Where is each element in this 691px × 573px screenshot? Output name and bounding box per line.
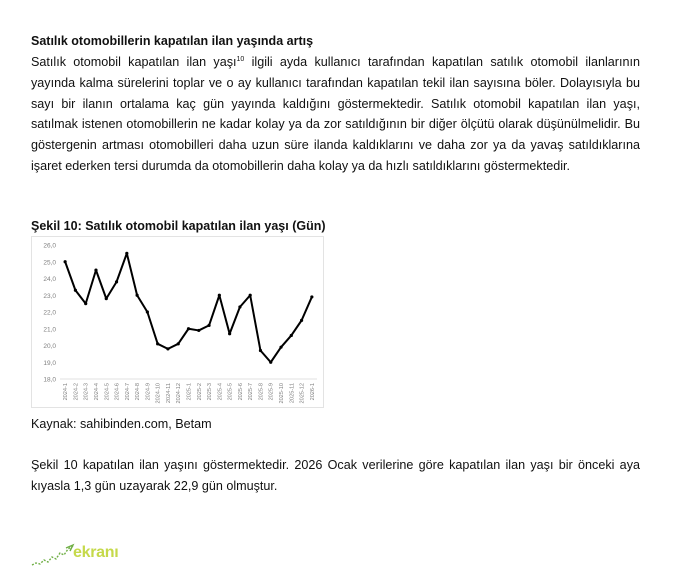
section-heading: Satılık otomobillerin kapatılan ilan yaşında artış: [31, 34, 314, 48]
x-tick-label: 2024-6: [114, 383, 121, 401]
data-point: [105, 297, 108, 300]
data-point: [207, 324, 210, 327]
intro-paragraph: [31, 52, 640, 177]
x-tick-label: 2025-8: [258, 383, 265, 401]
x-tick-label: 2025-7: [248, 383, 255, 401]
data-point: [64, 260, 67, 263]
data-point: [259, 349, 262, 352]
line-chart: [31, 236, 324, 408]
x-tick-label: 2025-5: [227, 383, 234, 401]
x-tick-label: 2025-11: [289, 383, 296, 404]
data-point: [228, 332, 231, 335]
y-tick-label: 21,0: [43, 326, 56, 334]
y-tick-label: 25,0: [43, 259, 56, 267]
x-tick-label: 2024-8: [135, 383, 142, 401]
x-tick-label: 2024-4: [93, 383, 100, 401]
y-tick-label: 24,0: [43, 276, 56, 283]
intro-text-start: Satılık otomobil kapatılan ilan yaşı: [31, 55, 237, 69]
intro-text-rest: ilgili ayda kullanıcı tarafından kapatılan satılık otomobil ilanlarının yayında kalma sürelerini toplar ve o ay kullanıcı tarafından kapatılan tekil ilan sayısına böler. Dolayısıyla bu sayı bir ilanın ortalama kaç gün yayında kaldığını göstermektedir. Satılık otomobil kapatılan ilan yaşı, satılmak istenen otomobillerin ne kadar kolay ya da zor satıldığının bir diğer ölçütü olarak düşünülmelidir. Bu göstergenin artması otomobilleri daha uzun süre ilanda kaldıklarını ve daha zor ya da yavaş satıldıklarına işaret ederken tersi durumda da otomobillerin daha kolay ya da hızlı satıldıklarını göstermektedir.: [31, 55, 640, 173]
x-tick-label: 2025-1: [186, 383, 193, 401]
chart-svg: [32, 237, 325, 409]
x-tick-label: 2024-7: [124, 383, 131, 401]
x-tick-label: 2024-5: [104, 383, 111, 401]
data-point: [146, 310, 149, 313]
x-tick-label: 2024-1: [63, 383, 70, 401]
data-point: [177, 342, 180, 345]
y-tick-label: 18,0: [43, 376, 56, 384]
x-tick-label: 2025-3: [207, 383, 214, 401]
x-tick-label: 2024-2: [73, 383, 80, 401]
y-tick-label: 20,0: [43, 343, 56, 350]
x-tick-label: 2025-4: [217, 383, 224, 401]
x-tick-label: 2025-2: [196, 383, 203, 401]
figure-title: Şekil 10: Satılık otomobil kapatılan ilan yaşı (Gün): [31, 219, 326, 233]
y-tick-label: 26,0: [43, 242, 56, 250]
data-point: [290, 334, 293, 337]
footnote-marker[interactable]: 10: [236, 56, 245, 63]
y-tick-label: 23,0: [43, 292, 56, 300]
data-point: [300, 319, 303, 322]
y-tick-label: 19,0: [43, 359, 56, 367]
logo-text: ekranı: [73, 544, 119, 561]
data-point: [310, 295, 313, 298]
x-tick-label: 2025-6: [237, 383, 244, 401]
y-tick-label: 22,0: [43, 309, 56, 317]
data-point: [279, 346, 282, 349]
summary-paragraph: Şekil 10 kapatılan ilan yaşını göstermektedir. 2026 Ocak verilerine göre kapatılan ilan yaşı bir önceki aya kıyasla 1,3 gün uzayarak 22,9 gün olmuştur.: [31, 458, 640, 493]
x-tick-label: 2024-10: [155, 383, 162, 404]
x-tick-label: 2026-1: [309, 383, 316, 401]
x-tick-label: 2025-9: [268, 383, 275, 401]
data-point: [238, 305, 241, 308]
x-tick-label: 2024-11: [165, 383, 172, 404]
x-tick-label: 2024-3: [83, 383, 90, 401]
source-note: Kaynak: sahibinden.com, Betam: [31, 417, 212, 431]
x-tick-label: 2025-12: [299, 383, 306, 404]
x-tick-label: 2024-9: [145, 383, 152, 401]
x-tick-label: 2024-12: [176, 383, 183, 404]
data-point: [136, 294, 139, 297]
data-point: [125, 252, 128, 255]
data-point: [74, 289, 77, 292]
data-point: [84, 302, 87, 305]
data-point: [218, 294, 221, 297]
data-point: [94, 269, 97, 272]
data-point: [269, 361, 272, 364]
data-point: [115, 280, 118, 283]
data-point: [187, 327, 190, 330]
brand-logo: [30, 540, 140, 568]
data-point: [249, 294, 252, 297]
data-point: [156, 342, 159, 345]
data-point: [166, 347, 169, 350]
data-point: [197, 329, 200, 332]
x-tick-label: 2025-10: [279, 383, 286, 404]
series-line: [65, 253, 312, 362]
